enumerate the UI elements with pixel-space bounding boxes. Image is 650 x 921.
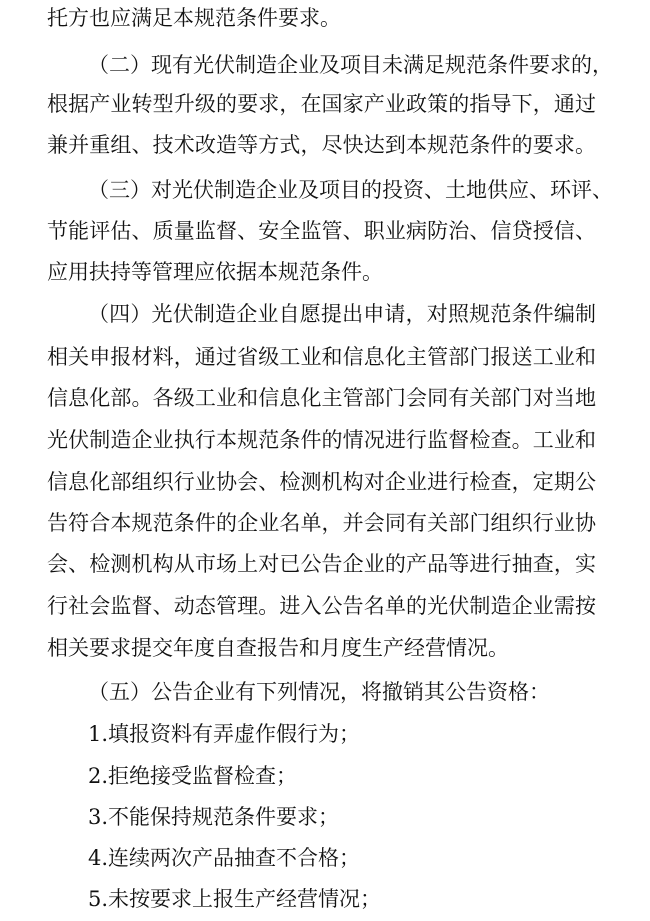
- paragraph-4-line: 信息化部。各级工业和信息化主管部门会同有关部门对当地: [47, 386, 596, 410]
- paragraph-4-line: 相关申报材料，通过省级工业和信息化主管部门报送工业和: [47, 345, 596, 369]
- paragraph-4-line: 光伏制造企业执行本规范条件的情况进行监督检查。工业和: [47, 428, 596, 452]
- paragraph-2-line: 根据产业转型升级的要求，在国家产业政策的指导下，通过: [47, 92, 596, 116]
- text-line: 托方也应满足本规范条件要求。: [47, 6, 341, 30]
- paragraph-3-line: （三）对光伏制造企业及项目的投资、土地供应、环评、: [88, 178, 613, 202]
- paragraph-4-line: 告符合本规范条件的企业名单，并会同有关部门组织行业协: [47, 511, 596, 535]
- paragraph-4-line: （四）光伏制造企业自愿提出申请，对照规范条件编制: [88, 302, 596, 326]
- paragraph-5-line: （五）公告企业有下列情况，将撤销其公告资格：: [88, 680, 550, 704]
- paragraph-4-line: 行社会监督、动态管理。进入公告名单的光伏制造企业需按: [47, 594, 596, 618]
- paragraph-2-line: 兼并重组、技术改造等方式，尽快达到本规范条件的要求。: [47, 133, 596, 157]
- list-item: 4.连续两次产品抽查不合格；: [88, 846, 361, 870]
- list-item: 2.拒绝接受监督检查；: [88, 764, 298, 788]
- paragraph-3-line: 节能评估、质量监督、安全监管、职业病防治、信贷授信、: [47, 219, 596, 243]
- paragraph-4-line: 相关要求提交年度自查报告和月度生产经营情况。: [47, 636, 509, 660]
- list-item: 5.未按要求上报生产经营情况；: [88, 887, 382, 911]
- paragraph-3-line: 应用扶持等管理应依据本规范条件。: [47, 260, 383, 284]
- paragraph-2-line: （二）现有光伏制造企业及项目未满足规范条件要求的，: [88, 53, 613, 77]
- paragraph-4-line: 信息化部组织行业协会、检测机构对企业进行检查，定期公: [47, 470, 596, 494]
- list-item: 1.填报资料有弄虚作假行为；: [88, 722, 361, 746]
- list-item: 3.不能保持规范条件要求；: [88, 805, 340, 829]
- paragraph-4-line: 会、检测机构从市场上对已公告企业的产品等进行抽查，实: [47, 552, 596, 576]
